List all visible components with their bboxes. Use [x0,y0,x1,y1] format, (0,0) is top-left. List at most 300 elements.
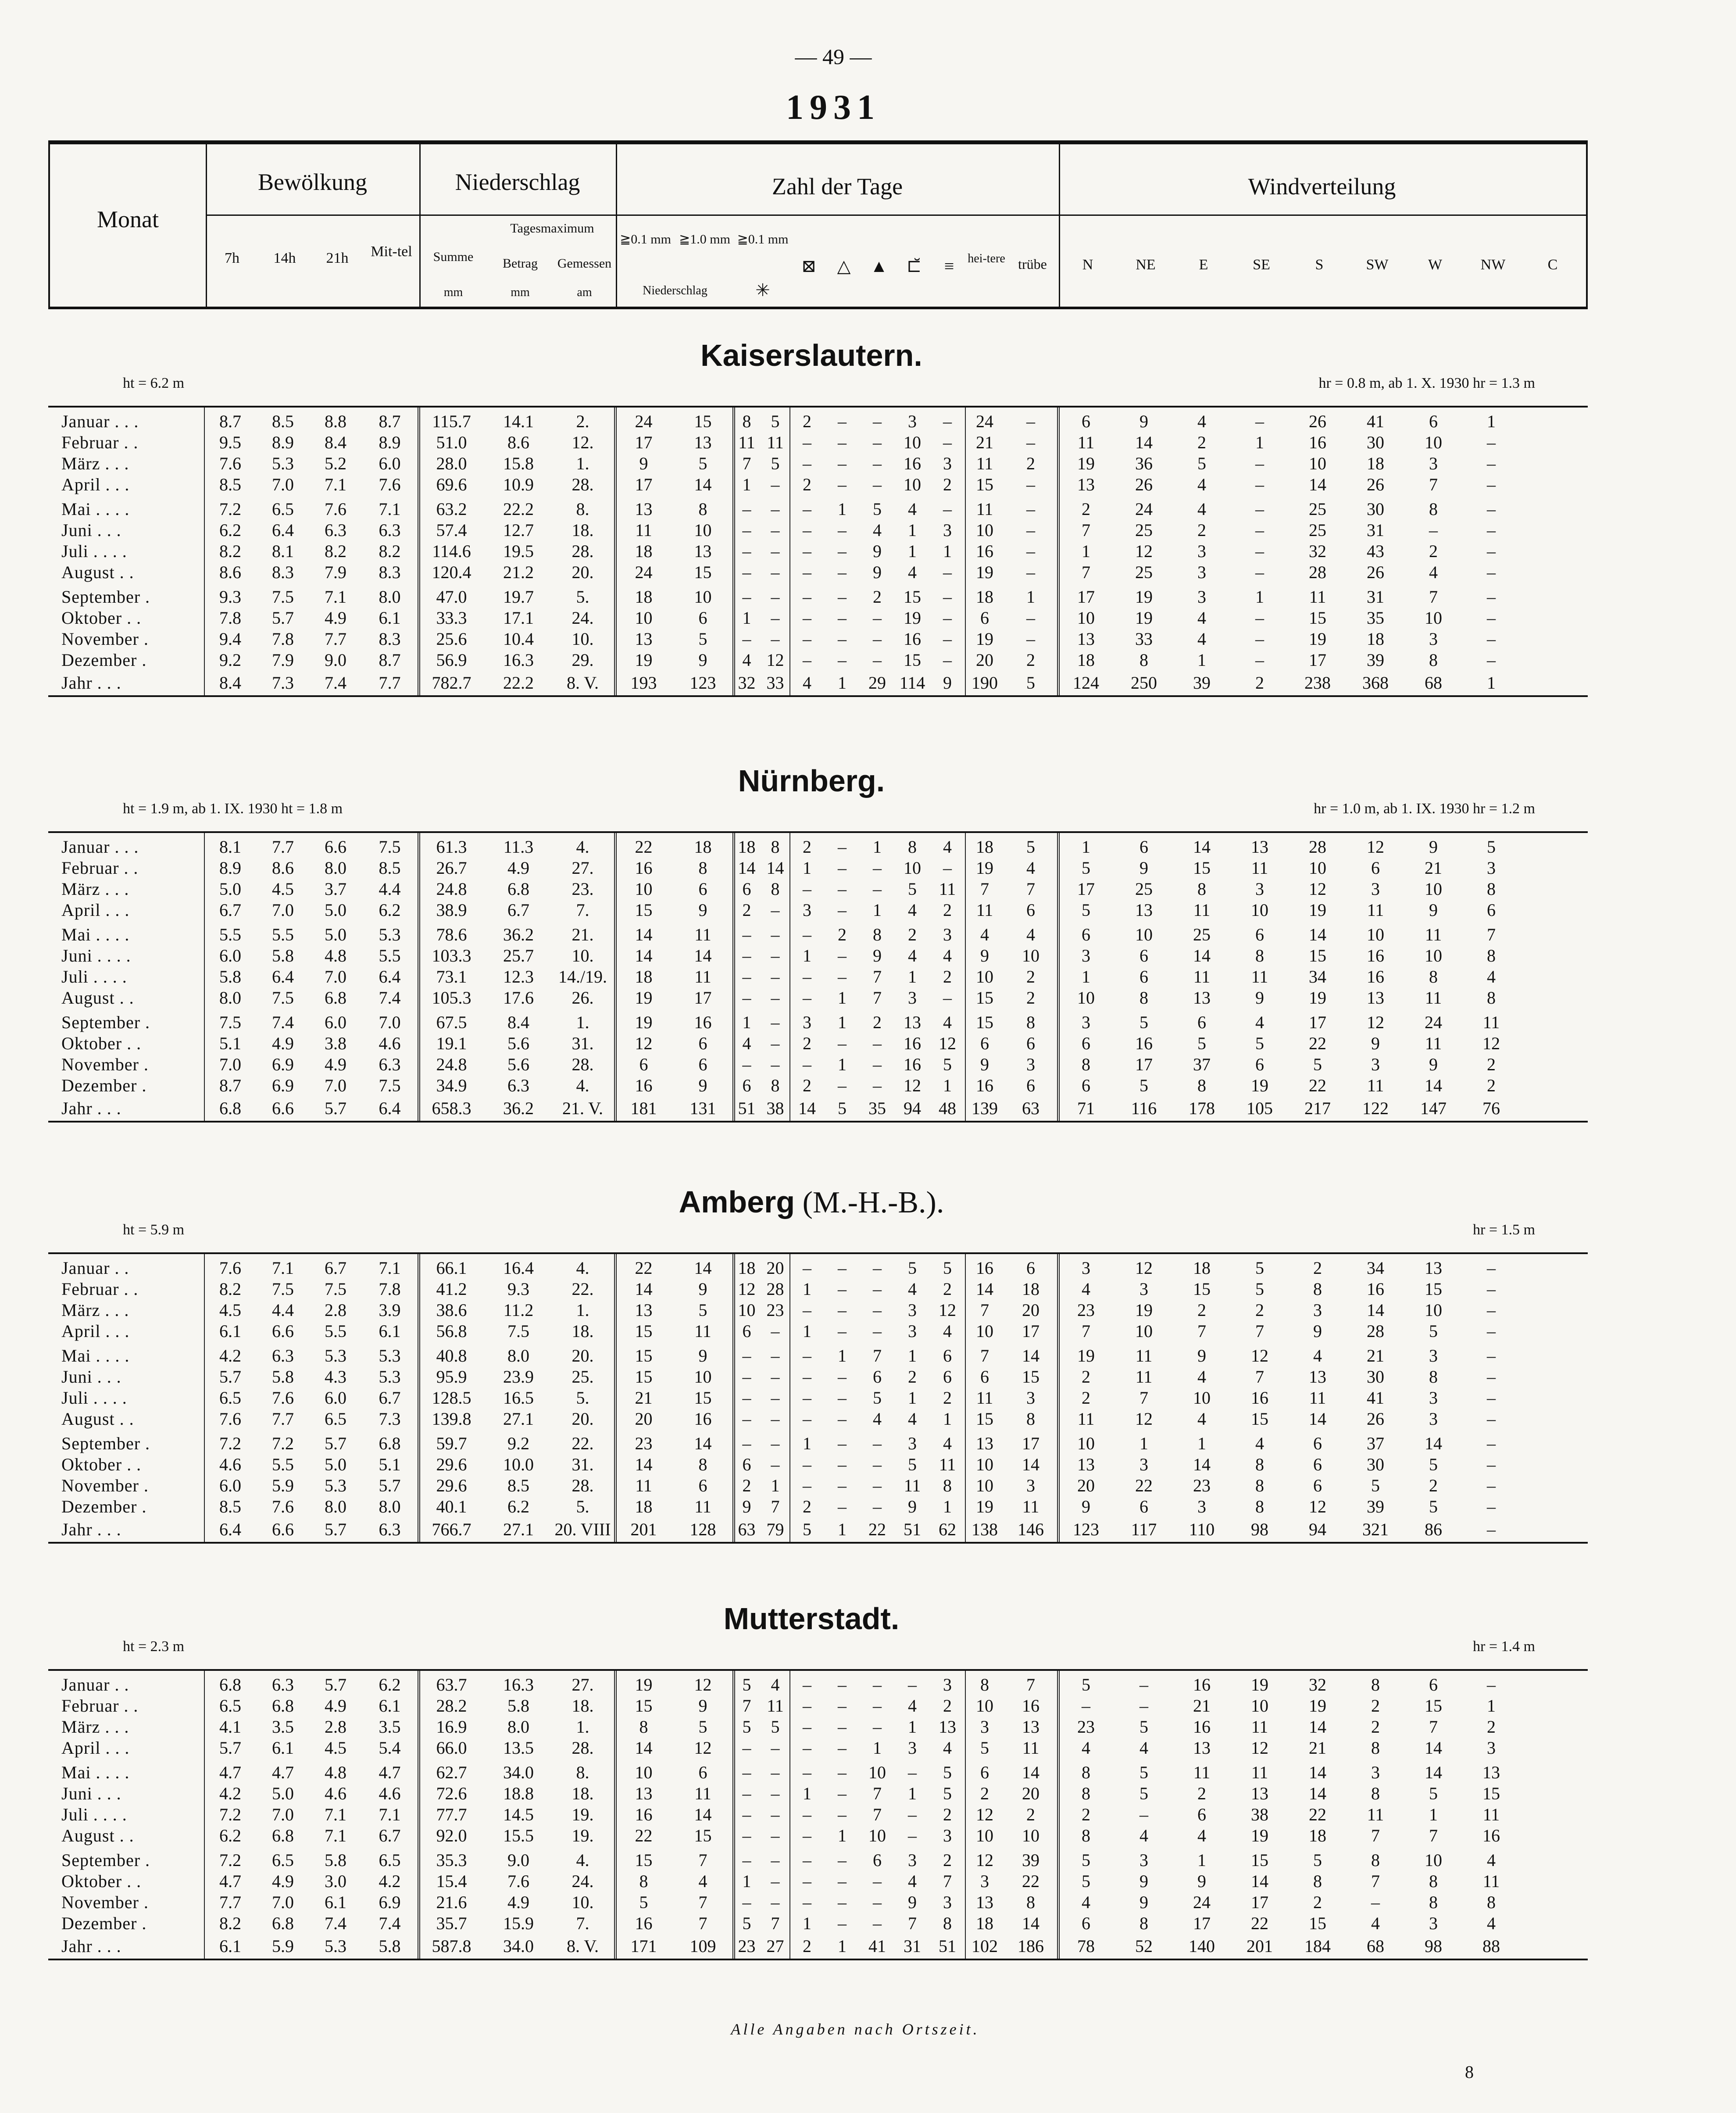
table-cell: 18. [572,1321,594,1341]
table-cell: – [803,520,811,540]
table-cell: 2. [576,411,589,431]
table-cell: 15.5 [503,1826,534,1845]
table-cell: 13 [1193,988,1211,1008]
table-cell: 15 [694,1826,712,1845]
table-cell: – [771,1388,780,1408]
table-cell: 26 [1367,1409,1384,1429]
table-cell: 5.8 [379,1936,401,1956]
table-cell: 4 [1197,499,1206,519]
table-cell: 25 [1135,879,1153,899]
table-cell: 103.3 [432,946,472,965]
table-cell: 8 [639,1871,648,1891]
table-cell: 5.4 [379,1738,401,1758]
month-label: Oktober . . [61,1033,142,1053]
table-cell: 15 [976,988,993,1008]
table-cell: 9 [980,946,989,965]
table-cell: 4 [1255,1434,1264,1453]
table-cell: 7.3 [272,673,294,693]
table-cell: 12 [694,1738,712,1758]
table-cell: 10 [976,1455,993,1474]
table-cell: 8.3 [379,562,401,582]
table-cell: – [771,608,780,628]
table-cell: 6 [1255,925,1264,944]
table-cell: 19 [1309,629,1326,649]
table-cell: 117 [1131,1520,1157,1539]
table-cell: 8.2 [325,541,346,561]
table-cell: 14 [1425,1763,1442,1782]
tagesmaximum-header: Tagesmaximum [510,221,594,236]
table-cell: 10 [1367,925,1384,944]
table-cell: 15 [694,411,712,431]
table-cell: – [873,454,882,473]
table-cell: – [742,587,751,607]
table-row [48,1387,1588,1409]
table-cell: – [742,1784,751,1803]
table-cell: 5 [873,499,882,519]
month-label: Februar . . [61,1696,139,1716]
table-cell: 9 [1429,900,1438,920]
table-cell: 13.5 [503,1738,534,1758]
table-cell: 3 [943,520,952,540]
table-cell: 2 [943,1805,952,1824]
table-cell: 3 [1197,562,1206,582]
table-cell: 5.2 [325,454,346,473]
table-cell: 4.9 [507,1892,529,1912]
table-cell: 8.4 [219,673,241,693]
graupel-icon: ▲ [870,256,888,276]
table-cell: 193 [630,673,657,693]
table-cell: 5 [698,1300,707,1320]
table-cell: 6.4 [379,1098,401,1118]
table-cell: – [771,1850,780,1870]
table-cell: 6.2 [379,900,401,920]
table-cell: 3 [1139,1850,1148,1870]
table-cell: 6 [1255,1055,1264,1074]
station-table [48,406,1588,697]
table-cell: 23 [1193,1476,1211,1495]
table-cell: 8.5 [219,475,241,494]
table-cell: 5.9 [272,1936,294,1956]
table-cell: 250 [1131,673,1157,693]
table-cell: 15 [976,475,993,494]
table-cell: 10 [694,587,712,607]
table-cell: 18 [635,1497,653,1516]
table-cell: 19.1 [436,1033,467,1053]
table-cell: 1 [803,946,811,965]
page-mark: 8 [1465,2062,1474,2082]
table-cell: 8 [771,879,780,899]
table-cell: 10 [1425,433,1442,452]
table-cell: 12 [1482,1033,1500,1053]
table-cell: – [803,925,811,944]
table-cell: 32 [1309,1675,1326,1695]
table-cell: 26 [1367,475,1384,494]
table-cell: – [838,1388,847,1408]
table-cell: 9.0 [325,650,346,670]
table-cell: – [1139,1805,1148,1824]
table-cell: 1 [1487,1696,1496,1716]
table-cell: 8.4 [507,1012,529,1032]
table-cell: – [838,1738,847,1758]
month-label: März . . . [61,879,129,899]
table-cell: 8.2 [219,1913,241,1933]
table-row [48,499,1588,520]
table-cell: 7.4 [272,1012,294,1032]
table-cell: – [838,1476,847,1495]
table-cell: 15 [635,1696,653,1716]
table-cell: 15 [635,1321,653,1341]
table-cell: – [838,1892,847,1912]
table-cell: 3 [980,1717,989,1737]
table-row [48,474,1588,495]
table-cell: 18 [694,837,712,857]
month-label: Januar . . . [61,837,139,857]
table-cell: 18 [635,587,653,607]
table-cell: 31. [572,1033,594,1053]
table-cell: 1 [1026,587,1035,607]
table-cell: 11 [1135,1346,1153,1366]
table-cell: – [771,1784,780,1803]
table-cell: 8 [1026,1012,1035,1032]
table-cell: 14 [766,858,784,878]
table-cell: 16.4 [503,1258,534,1278]
table-cell: 109 [689,1936,716,1956]
table-cell: 10 [635,879,653,899]
month-label: März . . . [61,1717,129,1737]
table-cell: 2 [1026,650,1035,670]
table-cell: – [803,1455,811,1474]
table-cell: 181 [630,1098,657,1118]
table-cell: 19 [1251,1675,1268,1695]
table-cell: 16 [694,1409,712,1429]
table-cell: 21. [572,925,594,944]
table-cell: – [771,1409,780,1429]
table-cell: 11 [976,454,993,473]
table-row [48,858,1588,879]
table-cell: – [873,629,882,649]
table-cell: – [943,608,952,628]
table-cell: 16 [635,1913,653,1933]
month-label: September . [61,587,150,607]
table-cell: – [1487,650,1496,670]
table-cell: 1 [742,1871,751,1891]
table-cell: 8.1 [219,837,241,857]
table-cell: 4 [943,1434,952,1453]
table-cell: 11 [1425,925,1442,944]
table-cell: 22 [1309,1033,1326,1053]
table-cell: – [1487,433,1496,452]
table-cell: 21.6 [436,1892,467,1912]
table-cell: 3 [1371,1055,1380,1074]
table-cell: 23.9 [503,1367,534,1387]
table-row [48,672,1588,694]
table-cell: 17 [1022,1434,1039,1453]
table-cell: 8 [771,837,780,857]
table-cell: 3 [1197,541,1206,561]
month-label: August . . [61,1409,134,1429]
table-cell: – [803,1826,811,1845]
table-cell: 13 [694,541,712,561]
table-row [48,1716,1588,1738]
table-cell: 7 [1255,1321,1264,1341]
table-cell: 5 [771,411,780,431]
table-cell: 11 [635,1476,652,1495]
table-cell: 7.0 [325,1076,346,1095]
table-cell: 6 [742,1455,751,1474]
table-cell: – [803,1696,811,1716]
table-cell: 10. [572,629,594,649]
table-cell: 5 [742,1717,751,1737]
table-cell: 8 [873,925,882,944]
table-cell: 13 [1022,1717,1039,1737]
table-cell: 5. [576,1388,589,1408]
table-cell: 4.5 [272,879,294,899]
table-cell: 6.9 [379,1892,401,1912]
table-cell: 67.5 [436,1012,467,1032]
table-cell: 5.8 [272,1367,294,1387]
table-cell: 8 [1429,967,1438,987]
table-cell: 1 [908,1717,917,1737]
table-cell: 28. [572,1476,594,1495]
table-cell: 2 [803,837,811,857]
table-cell: – [771,1738,780,1758]
table-row [48,1075,1588,1096]
table-cell: 34 [1309,967,1326,987]
table-cell: 11.2 [503,1300,534,1320]
table-cell: 6.1 [379,608,401,628]
table-cell: 6.1 [219,1936,241,1956]
table-cell: – [873,650,882,670]
station-height-thermometer: ht = 6.2 m [123,375,185,391]
table-cell: 10 [904,433,921,452]
table-cell: 6 [1026,1033,1035,1053]
table-cell: 8 [1429,1871,1438,1891]
table-cell: – [803,1717,811,1737]
table-cell: 10 [635,608,653,628]
table-cell: 5 [1139,1763,1148,1782]
table-cell: 5 [742,1913,751,1933]
table-cell: 5 [1371,1476,1380,1495]
table-cell: 36.2 [503,1098,534,1118]
table-cell: – [1026,541,1035,561]
table-cell: 5 [1082,858,1090,878]
table-cell: 8 [1429,1892,1438,1912]
table-cell: 8.9 [379,433,401,452]
table-cell: – [1487,587,1496,607]
table-cell: 16.5 [503,1388,534,1408]
table-cell: 10.4 [503,629,534,649]
table-cell: 201 [1247,1936,1273,1956]
table-cell: – [1487,1409,1496,1429]
table-cell: 5.0 [219,879,241,899]
table-cell: 22 [1309,1076,1326,1095]
table-cell: – [1255,475,1264,494]
table-row [48,629,1588,650]
table-cell: 6.7 [507,900,529,920]
table-cell: 6.3 [379,1520,401,1539]
table-cell: 7.6 [272,1497,294,1516]
table-cell: 5.5 [272,1455,294,1474]
table-cell: 33.3 [436,608,467,628]
table-cell: 3 [943,1826,952,1845]
table-cell: 19 [635,988,653,1008]
table-cell: – [742,925,751,944]
table-cell: – [838,1871,847,1891]
table-cell: 17 [1135,1055,1153,1074]
table-cell: 4 [943,1738,952,1758]
table-cell: 15 [1251,1850,1268,1870]
table-cell: 8.6 [507,433,529,452]
table-cell: 18 [635,541,653,561]
table-cell: 14 [738,858,756,878]
table-cell: 1 [873,837,882,857]
table-cell: 7 [1429,587,1438,607]
table-cell: 16 [976,1258,993,1278]
month-label: November . [61,1476,149,1495]
table-row [48,1871,1588,1892]
table-row [48,1475,1588,1496]
table-cell: 12 [766,650,784,670]
table-cell: 15 [904,587,921,607]
table-cell: 7 [1487,925,1496,944]
table-cell: 4 [943,1012,952,1032]
table-cell: 6 [980,1367,989,1387]
table-row [48,1033,1588,1054]
table-cell: 30 [1367,1367,1384,1387]
table-cell: 14 [1309,1409,1326,1429]
table-cell: 2 [908,925,917,944]
table-cell: 15 [976,1012,993,1032]
table-cell: 31. [572,1455,594,1474]
table-cell: 6 [980,1033,989,1053]
table-cell: 69.6 [436,475,467,494]
table-cell: 22 [1251,1913,1268,1933]
table-cell: 10 [904,475,921,494]
table-cell: 10.0 [503,1455,534,1474]
table-cell: – [873,1497,882,1516]
table-cell: 7 [1429,1717,1438,1737]
niederschlag-sublabel: Niederschlag [643,284,707,297]
table-cell: 7.5 [379,837,401,857]
table-cell: – [771,499,780,519]
table-cell: 4 [908,1696,917,1716]
col-gemessen: Gemessen [557,256,612,271]
table-cell: 13 [976,1892,993,1912]
table-cell: 766.7 [432,1520,472,1539]
table-cell: 5.0 [325,900,346,920]
table-cell: 7.6 [325,499,346,519]
table-cell: 10 [635,1763,653,1782]
table-cell: 15 [635,1346,653,1366]
table-cell: 15 [1193,858,1211,878]
table-cell: 24 [1193,1892,1211,1912]
table-cell: 105 [1247,1098,1273,1118]
table-cell: – [803,879,811,899]
table-cell: 4 [1487,967,1496,987]
table-cell: 4 [1197,1367,1206,1387]
table-cell: 217 [1304,1098,1331,1118]
table-cell: 20. [572,1409,594,1429]
col-betrag: Betrag [503,256,538,271]
table-cell: – [1255,562,1264,582]
table-cell: – [838,541,847,561]
table-cell: 8 [1082,1826,1090,1845]
table-cell: 21.2 [503,562,534,582]
table-cell: 7.5 [272,988,294,1008]
table-cell: 5.5 [325,1321,346,1341]
table-cell: 22 [635,1826,653,1845]
table-cell: – [1255,629,1264,649]
table-cell: 16.9 [436,1717,467,1737]
table-cell: 25 [1135,562,1153,582]
table-cell: 28. [572,475,594,494]
table-cell: 11 [1077,1409,1095,1429]
table-cell: 19. [572,1805,594,1824]
table-cell: 2 [1487,1055,1496,1074]
table-cell: 22.2 [503,673,534,693]
table-cell: 11 [976,499,993,519]
table-cell: 6.3 [379,1055,401,1074]
station-name: Mutterstadt. [723,1602,900,1636]
table-cell: 9.4 [219,629,241,649]
table-cell: 5.0 [325,925,346,944]
month-label: Oktober . . [61,1455,142,1474]
table-cell: – [742,1738,751,1758]
table-cell: 1 [838,1936,847,1956]
table-cell: 41.2 [436,1279,467,1299]
table-cell: 6.5 [219,1388,241,1408]
table-cell: – [1487,1258,1496,1278]
table-cell: 110 [1189,1520,1215,1539]
table-cell: 94 [1309,1520,1326,1539]
month-label: November . [61,1892,149,1912]
table-cell: 7. [576,1913,589,1933]
table-cell: 37 [1193,1055,1211,1074]
table-cell: 8.0 [219,988,241,1008]
table-cell: 12 [1251,1738,1268,1758]
table-cell: 6 [1313,1434,1322,1453]
table-cell: 1 [908,1388,917,1408]
table-cell: 11 [1482,1012,1500,1032]
table-cell: 7.6 [219,1258,241,1278]
wind-ne: NE [1136,257,1156,273]
table-row [48,987,1588,1008]
table-cell: 8 [1139,650,1148,670]
table-cell: 18 [1309,1826,1326,1845]
table-cell: 17 [1309,650,1326,670]
table-cell: 1 [742,1012,751,1032]
table-cell: – [803,1763,811,1782]
table-cell: 2 [803,1076,811,1095]
table-cell: 6 [1487,900,1496,920]
table-cell: 27.1 [503,1409,534,1429]
table-cell: 5.3 [379,925,401,944]
table-cell: 1. [576,1012,589,1032]
table-cell: 5.5 [379,946,401,965]
table-cell: 7 [1429,475,1438,494]
table-cell: 2 [803,1497,811,1516]
table-cell: 19 [1135,1300,1153,1320]
table-cell: – [838,858,847,878]
table-cell: – [838,1696,847,1716]
table-cell: 26. [572,988,594,1008]
table-cell: 7.0 [379,1012,401,1032]
table-cell: 6 [1139,967,1148,987]
table-cell: 6.6 [325,837,346,857]
table-cell: 6.3 [272,1675,294,1695]
table-cell: – [873,1055,882,1074]
table-cell: 15 [694,562,712,582]
